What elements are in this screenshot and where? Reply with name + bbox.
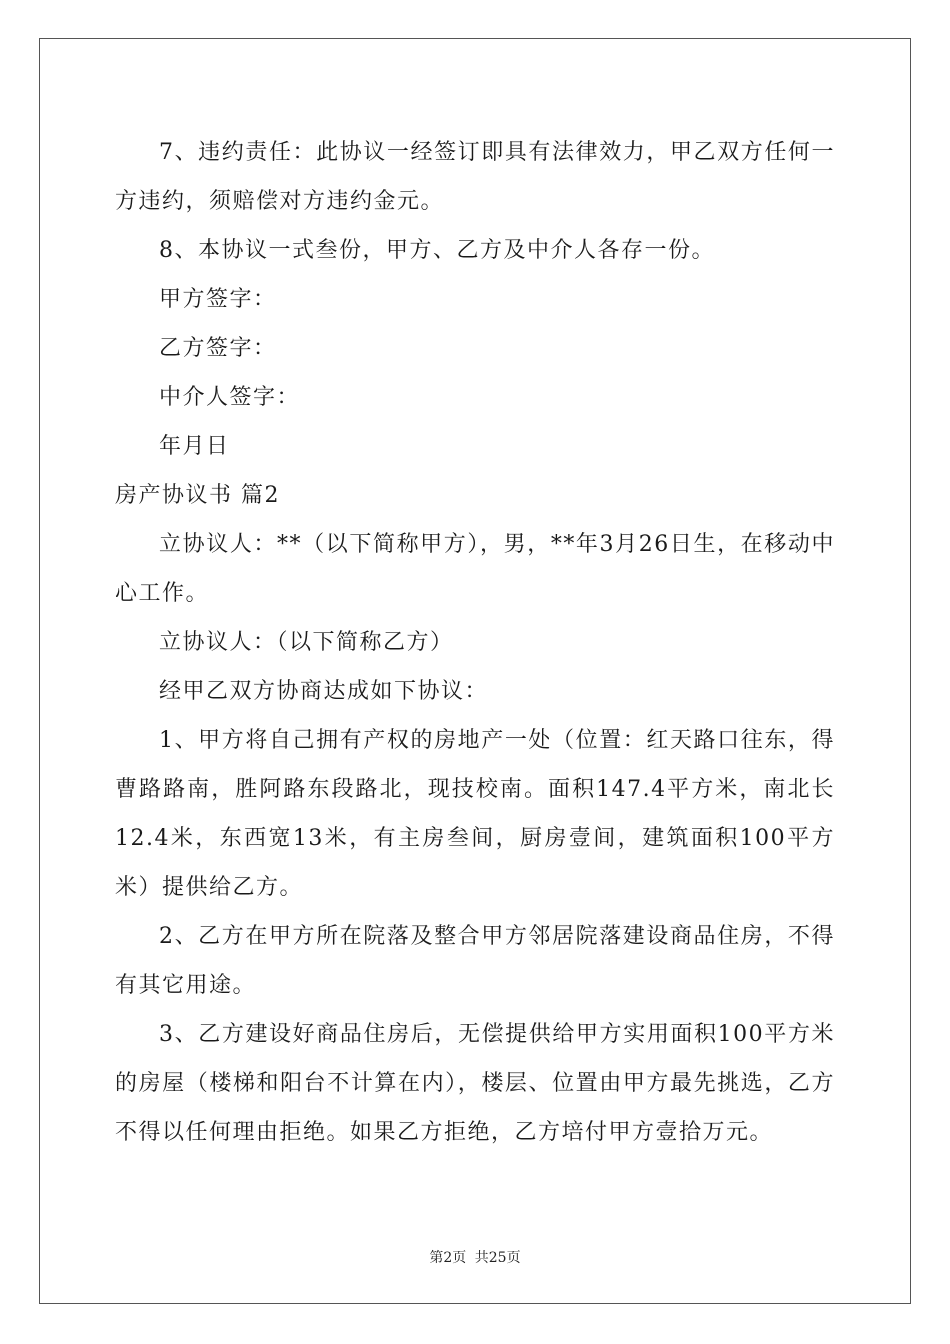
document-body xyxy=(115,128,835,1157)
intermediary-signature-label: 中介人签字： xyxy=(159,385,301,410)
page-number: 第2页 xyxy=(429,1250,467,1266)
clause-3: 3、乙方建设好商品住房后，无偿提供给甲方实用面积100平方米的房屋（楼梯和阳台不计算在内），楼层、位置由甲方最先挑选，乙方不得以任何理由拒绝。如果乙方拒绝，乙方培付甲方壹拾万元。 xyxy=(115,1022,835,1145)
clause-1: 1、甲方将自己拥有产权的房地产一处（位置：红天路口往东，得曹路路南，胜阿路东段路北，现技校南。面积147.4平方米，南北长12.4米，东西宽13米，有主房叁间，厨房壹间，建筑面积100平方米）提供给乙方。 xyxy=(115,728,835,900)
party-a-signature-label: 甲方签字： xyxy=(159,287,277,312)
section-heading: 房产协议书 篇2 xyxy=(115,483,280,508)
agreement-intro: 经甲乙双方协商达成如下协议： xyxy=(159,679,489,704)
clause-2: 2、乙方在甲方所在院落及整合甲方邻居院落建设商品住房，不得有其它用途。 xyxy=(115,924,835,998)
page-footer xyxy=(0,1247,950,1267)
total-pages: 共25页 xyxy=(474,1250,521,1266)
party-b-signature-label: 乙方签字： xyxy=(159,336,277,361)
party-a-intro: 立协议人：**（以下简称甲方），男，**年3月26日生，在移动中心工作。 xyxy=(115,532,835,606)
clause-7: 7、违约责任：此协议一经签订即具有法律效力，甲乙双方任何一方违约，须赔偿对方违约金元。 xyxy=(115,140,835,214)
date-line: 年月日 xyxy=(159,434,230,459)
party-b-intro: 立协议人：（以下简称乙方） xyxy=(159,630,454,655)
clause-8: 8、本协议一式叁份，甲方、乙方及中介人各存一份。 xyxy=(159,238,715,263)
